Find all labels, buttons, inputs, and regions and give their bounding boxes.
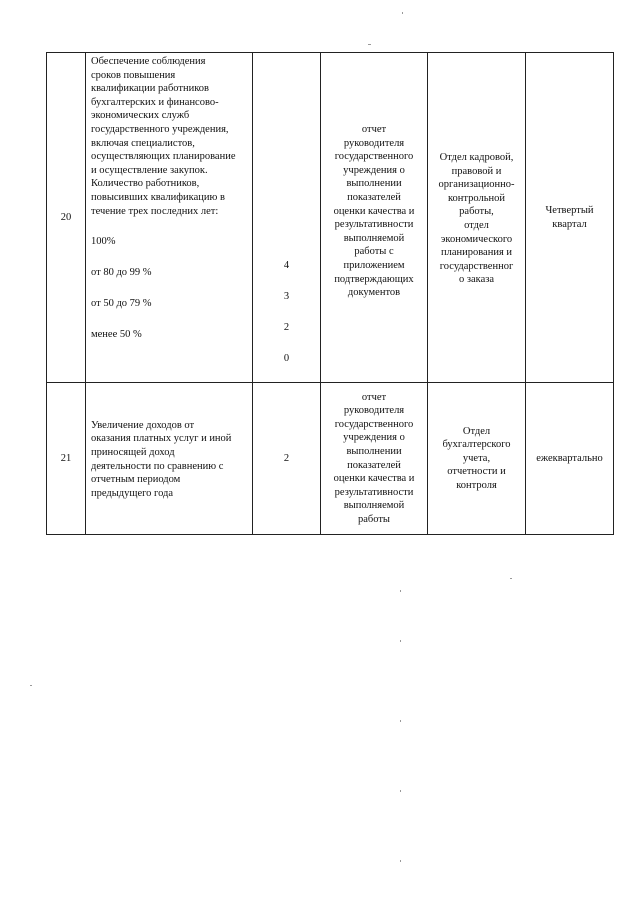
report-line: результативности (334, 486, 414, 498)
points-cell (253, 383, 321, 535)
option-points: 2 (283, 322, 290, 333)
scan-artifact (368, 44, 371, 45)
department-line: учета, (462, 452, 491, 464)
scan-artifact (30, 685, 32, 686)
period-cell (526, 383, 614, 535)
department-line: контроля (456, 479, 497, 491)
department-line: организационно- (438, 179, 515, 191)
row-number: 21 (60, 452, 72, 464)
criterion-cell (86, 383, 253, 535)
criterion-line: сроков повышения (91, 69, 176, 81)
criterion-line: Увеличение доходов от (91, 419, 195, 431)
department-line: Отдел кадровой, (439, 152, 514, 163)
report-cell (321, 383, 428, 535)
criterion-text (91, 55, 248, 218)
department-line: экономического (440, 233, 513, 245)
points-value: 2 (283, 452, 290, 464)
scan-artifact (400, 720, 401, 722)
department-line: бухгалтерского (442, 439, 511, 451)
department-line: правовой и (451, 165, 502, 177)
criterion-line: Количество работников, (91, 178, 200, 190)
period-cell (526, 53, 614, 383)
criterion-line: предыдущего года (91, 487, 174, 499)
period-line: квартал (552, 218, 587, 230)
criterion-line: экономических служб (91, 110, 190, 122)
report-line: государственного (334, 151, 414, 163)
report-line: выполнении (346, 178, 402, 190)
row-number: 20 (60, 211, 72, 223)
report-line: руководителя (343, 405, 405, 417)
option-points: 3 (283, 291, 290, 302)
criterion-line: включая специалистов, (91, 137, 195, 149)
report-line: учреждения о (343, 432, 405, 444)
report-line: работы (357, 513, 390, 525)
scan-artifact (400, 640, 401, 642)
criterion-line: бухгалтерских и финансово- (91, 96, 219, 108)
department-line: работы, (459, 206, 494, 218)
report-line: работы с (354, 246, 394, 258)
scan-artifact (510, 578, 512, 579)
scan-artifact (400, 590, 401, 592)
period-line: ежеквартально (536, 452, 603, 464)
report-line: государственного (334, 418, 414, 430)
criterion-line: квалификации работников (91, 83, 210, 95)
report-line: приложением (343, 259, 405, 271)
report-cell (321, 53, 428, 383)
row-number-cell (47, 53, 86, 383)
criterion-line: приносящей доход (91, 446, 175, 458)
option-label: от 50 до 79 % (91, 298, 152, 310)
points-cell (253, 53, 321, 383)
row-number-cell (47, 383, 86, 535)
report-line: отчет (361, 124, 387, 135)
report-line: выполняемой (343, 500, 405, 512)
criterion-line: повысивших квалификацию в (91, 191, 225, 203)
report-line: оценки качества и (333, 473, 415, 485)
table-row (47, 53, 614, 383)
report-line: руководителя (343, 137, 405, 149)
option-label: от 80 до 99 % (91, 267, 152, 279)
scan-artifact (400, 860, 401, 862)
report-line: показателей (347, 191, 401, 203)
table-row (47, 383, 614, 535)
department-line: Отдел (462, 425, 491, 437)
criteria-table (46, 52, 614, 535)
department-line: о заказа (458, 274, 495, 286)
report-line: выполняемой (343, 232, 405, 244)
criterion-cell (86, 53, 253, 383)
criterion-line: деятельности по сравнению с (91, 460, 224, 472)
report-line: документов (347, 287, 401, 299)
criterion-line: Обеспечение соблюдения (91, 56, 206, 67)
criterion-line: течение трех последних лет: (91, 205, 219, 217)
department-cell (428, 53, 526, 383)
criterion-line: отчетным периодом (91, 474, 181, 486)
period-line: Четвертый (545, 204, 594, 216)
report-line: выполнении (346, 445, 402, 457)
criterion-line: и осуществление закупок. (91, 164, 208, 176)
report-line: учреждения о (343, 164, 405, 176)
report-line: подтверждающих (334, 273, 414, 285)
report-line: результативности (334, 219, 414, 231)
department-line: отчетности и (447, 466, 506, 478)
criterion-line: осуществляющих планирование (91, 151, 236, 163)
department-cell (428, 383, 526, 535)
option-points: 4 (283, 260, 290, 271)
scan-artifact (400, 790, 401, 792)
option-label: 100% (91, 236, 116, 248)
department-line: отдел (464, 219, 489, 231)
department-line: государственног (439, 260, 514, 272)
scan-artifact (402, 12, 403, 14)
option-label: менее 50 % (91, 329, 142, 341)
option-points: 0 (283, 353, 290, 364)
report-line: показателей (347, 459, 401, 471)
report-line: отчет (361, 391, 387, 403)
criterion-line: государственного учреждения, (91, 123, 229, 135)
report-line: оценки качества и (333, 205, 415, 217)
department-line: планирования и (440, 247, 513, 259)
department-line: контрольной (447, 192, 506, 204)
criterion-line: оказания платных услуг и иной (91, 433, 232, 445)
